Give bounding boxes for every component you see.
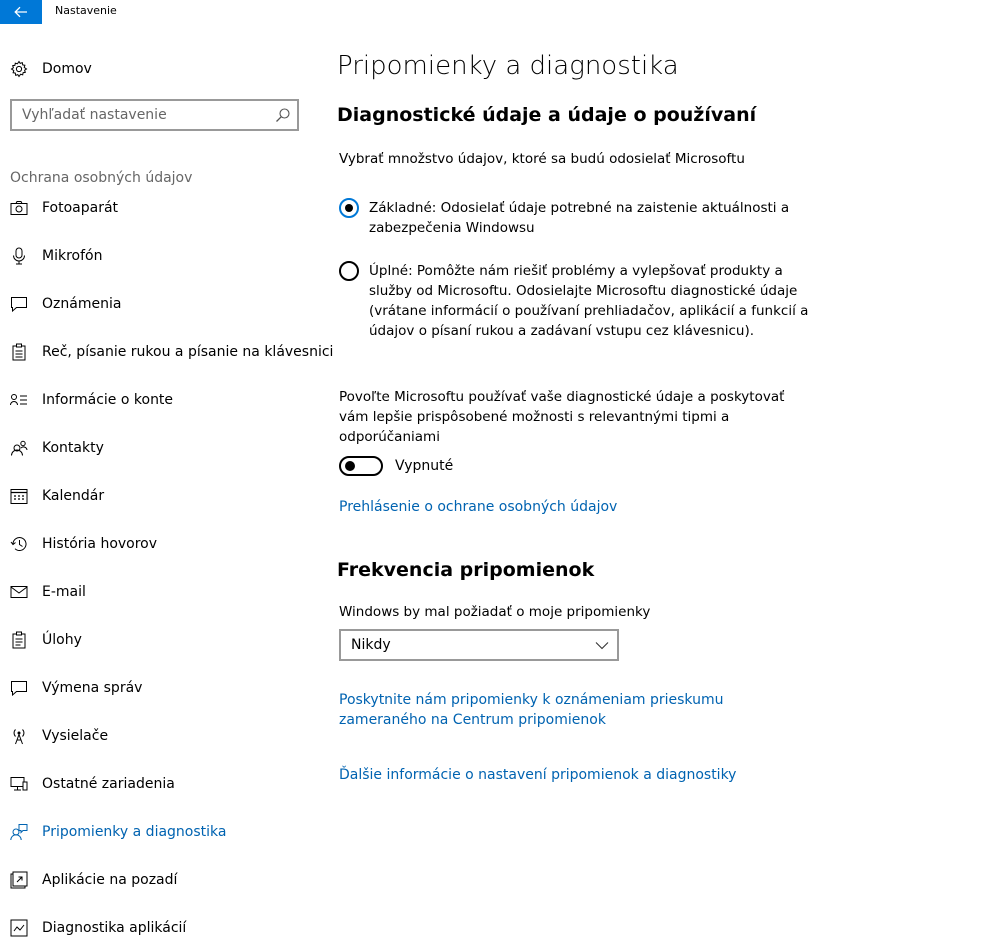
feedback-icon (10, 823, 28, 841)
sidebar-item-call-history[interactable] (10, 532, 320, 556)
feedback-frequency-label: Windows by mal požiadať o moje pripomienky (339, 604, 651, 620)
back-arrow-icon (14, 6, 28, 18)
sidebar-item-label: Ostatné zariadenia (42, 776, 175, 792)
search-box[interactable] (10, 99, 299, 131)
radio-basic-indicator[interactable] (339, 198, 359, 218)
radio-basic[interactable] (339, 198, 809, 238)
title-bar (0, 0, 987, 24)
more-info-link[interactable]: Ďalšie informácie o nastavení pripomienok a diagnostiky (339, 767, 737, 783)
radio-full-label: Úplné: Pomôžte nám riešiť problémy a vylepšovať produkty a služby od Microsoftu. Odosielajte Microsoftu diagnostické údaje (vrátane informácií o používaní prehliadačov, aplikácií a funkcií a údajov o písaní rukou a zadávaní vstupu cez klávesnicu). (369, 263, 809, 339)
home-link[interactable] (10, 59, 92, 79)
sidebar-item-label: Kontakty (42, 440, 104, 456)
tailored-experiences-toggle[interactable] (339, 456, 453, 476)
sidebar-item-label: Fotoaparát (42, 200, 119, 216)
privacy-section-label: Ochrana osobných údajov (10, 170, 193, 186)
sidebar-item-background-apps[interactable] (10, 868, 320, 892)
background-apps-icon (10, 871, 28, 889)
sidebar-item-contacts[interactable] (10, 436, 320, 460)
devices-icon (10, 775, 28, 793)
sidebar-item-label: Kalendár (42, 488, 105, 504)
app-title: Nastavenie (55, 4, 117, 17)
sidebar-item-label: Reč, písanie rukou a písanie na klávesnici (42, 344, 334, 360)
radios-icon (10, 727, 28, 745)
mail-icon (10, 583, 28, 601)
feedback-hub-link[interactable]: Poskytnite nám pripomienky k oznámeniam prieskumu zameraného na Centrum pripomienok (339, 692, 724, 728)
sidebar-item-other-devices[interactable] (10, 772, 320, 796)
sidebar-item-label: História hovorov (42, 536, 158, 552)
toggle-state-label: Vypnuté (395, 458, 454, 474)
page-title: Pripomienky a diagnostika (337, 51, 679, 81)
back-button[interactable] (0, 0, 42, 24)
feedback-frequency-heading: Frekvencia pripomienok (337, 559, 595, 581)
sidebar-item-label: E-mail (42, 584, 86, 600)
search-icon[interactable] (275, 107, 291, 123)
radio-basic-label: Základné: Odosielať údaje potrebné na zaistenie aktuálnosti a zabezpečenia Windowsu (369, 200, 790, 236)
sidebar-item-label: Aplikácie na pozadí (42, 872, 178, 888)
toggle-track[interactable] (339, 456, 383, 476)
sidebar-item-notifications[interactable] (10, 292, 320, 316)
notification-icon (10, 295, 28, 313)
gear-icon (10, 60, 28, 78)
sidebar-item-label: Informácie o konte (42, 392, 174, 408)
sidebar-item-radios[interactable] (10, 724, 320, 748)
chevron-down-icon (595, 639, 609, 651)
sidebar-item-label: Mikrofón (42, 248, 103, 264)
sidebar-item-tasks[interactable] (10, 628, 320, 652)
toggle-thumb (345, 461, 355, 471)
sidebar-item-label: Výmena správ (42, 680, 143, 696)
sidebar (0, 24, 334, 950)
calendar-icon (10, 487, 28, 505)
sidebar-item-microphone[interactable] (10, 244, 320, 268)
clipboard-icon (10, 343, 28, 361)
home-label: Domov (42, 61, 92, 77)
sidebar-item-label: Diagnostika aplikácií (42, 920, 187, 936)
sidebar-item-feedback-diagnostics[interactable] (10, 820, 320, 844)
radio-full-indicator[interactable] (339, 261, 359, 281)
sidebar-item-label: Úlohy (42, 632, 82, 648)
history-icon (10, 535, 28, 553)
sidebar-item-speech[interactable] (10, 340, 334, 364)
radio-full[interactable] (339, 261, 809, 341)
dropdown-value: Nikdy (351, 637, 391, 653)
diagnostics-intro: Vybrať množstvo údajov, ktoré sa budú odosielať Microsoftu (339, 151, 745, 167)
account-info-icon (10, 391, 28, 409)
sidebar-item-label: Pripomienky a diagnostika (42, 824, 227, 840)
diagnostics-heading: Diagnostické údaje a údaje o používaní (337, 104, 757, 126)
sidebar-item-messaging[interactable] (10, 676, 320, 700)
tasks-icon (10, 631, 28, 649)
microphone-icon (10, 247, 28, 265)
sidebar-item-camera[interactable] (10, 196, 320, 220)
sidebar-item-email[interactable] (10, 580, 320, 604)
feedback-frequency-dropdown[interactable] (339, 629, 619, 661)
sidebar-item-account-info[interactable] (10, 388, 320, 412)
contacts-icon (10, 439, 28, 457)
sidebar-item-label: Vysielače (42, 728, 109, 744)
messaging-icon (10, 679, 28, 697)
sidebar-item-calendar[interactable] (10, 484, 320, 508)
tailored-experiences-text: Povoľte Microsoftu používať vaše diagnostické údaje a poskytovať vám lepšie prispôsobené možnosti s relevantnými tipmi a odporúčaniami (339, 389, 785, 445)
camera-icon (10, 199, 28, 217)
sidebar-item-label: Oznámenia (42, 296, 122, 312)
search-input[interactable] (12, 101, 262, 129)
sidebar-item-app-diagnostics[interactable] (10, 916, 320, 940)
app-diagnostics-icon (10, 919, 28, 937)
privacy-statement-link[interactable]: Prehlásenie o ochrane osobných údajov (339, 499, 618, 515)
